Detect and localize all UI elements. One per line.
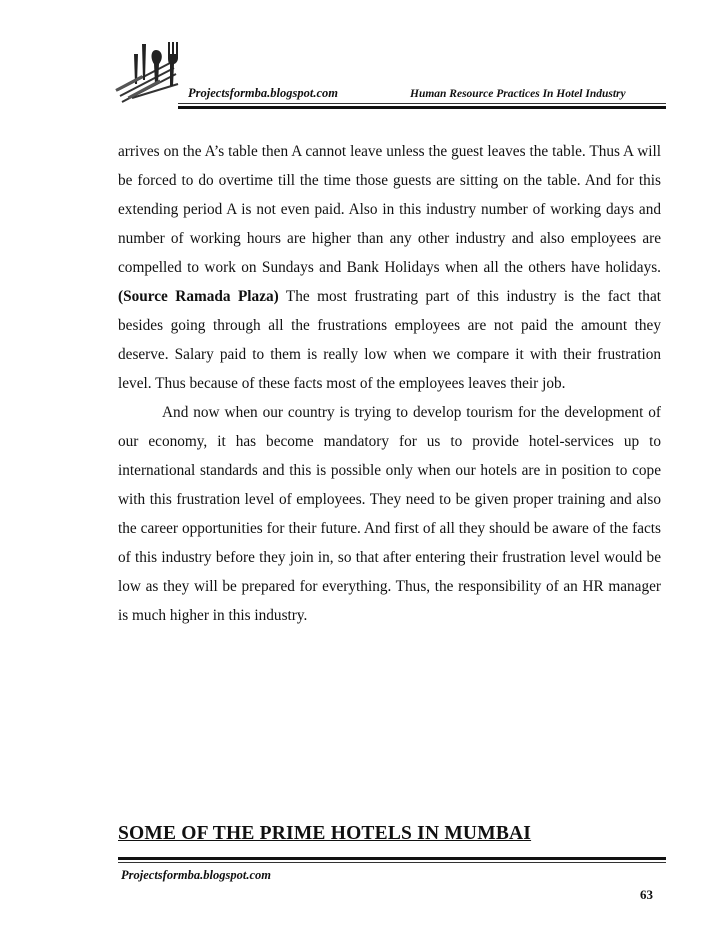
footer-divider-thin	[118, 862, 666, 863]
body-text	[118, 137, 661, 630]
section-heading: SOME OF THE PRIME HOTELS IN MUMBAI	[118, 823, 532, 844]
paragraph-1-text: arrives on the A’s table then A cannot leave unless the guest leaves the table. Thus A will be forced to do overtime till the time those guests are sitting on the table. And for this extending period A is not even paid. Also in this industry number of working days and number of working hours are higher than any other industry and also employees are compelled to work on Sundays and Bank Holidays when all the others have holidays.	[118, 143, 661, 276]
paragraph-2: And now when our country is trying to develop tourism for the development of our economy, it has become mandatory for us to provide hotel-services up to international standards and this is possible only when our hotels are in position to cope with this frustration level of employees. They need to be given proper training and also the career opportunities for their future. And first of all they should be aware of the facts of this industry before they join in, so that after entering their frustration level would be low as they will be prepared for everything. Thus, the responsibility of an HR manager is much higher in this industry.	[118, 404, 661, 624]
cutlery-logo-icon	[112, 40, 190, 106]
header-divider-thick	[178, 106, 666, 109]
footer-site-name: Projectsformba.blogspot.com	[121, 868, 271, 882]
paragraph-1-continuation: The most frustrating part of this industry is the fact that besides going through all the frustrations employees are not paid the amount they deserve. Salary paid to them is really low when we compare it with their frustration level. Thus because of these facts most of the employees leaves their job.	[118, 288, 661, 392]
paragraph-1	[118, 137, 661, 398]
page-number: 63	[640, 887, 653, 902]
footer-divider-thick	[118, 857, 666, 860]
header-divider-thin	[178, 103, 666, 104]
header-document-title: Human Resource Practices In Hotel Industry	[410, 88, 626, 100]
header-site-name: Projectsformba.blogspot.com	[188, 86, 338, 100]
source-citation: (Source Ramada Plaza)	[118, 288, 279, 305]
